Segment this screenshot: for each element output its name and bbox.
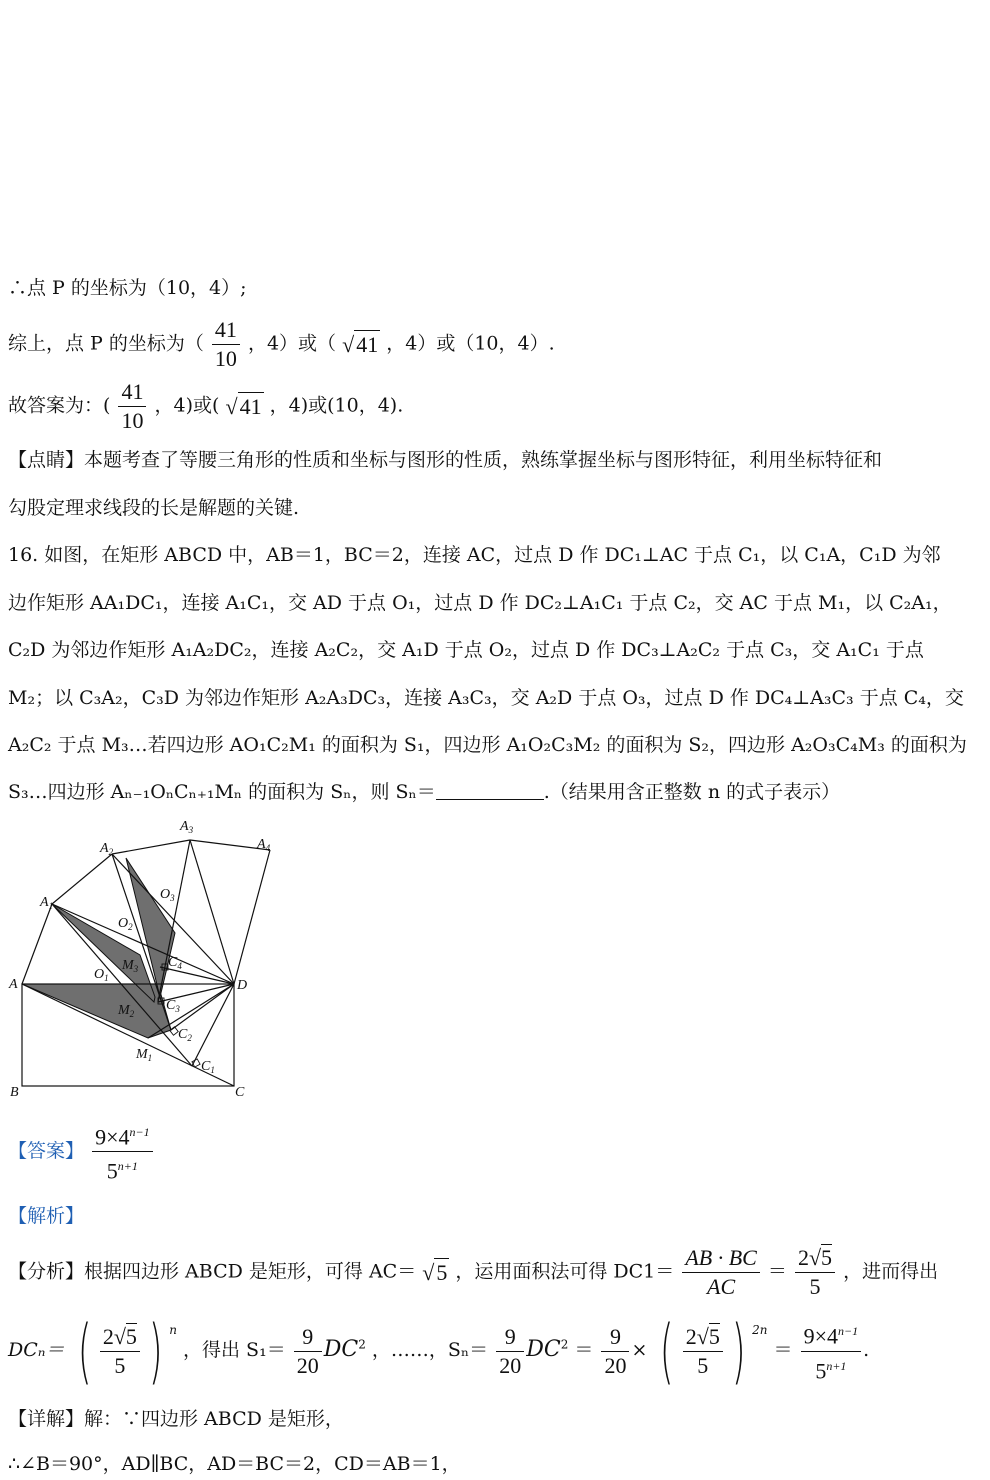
question16-line3: C₂D 为邻边作矩形 A₁A₂DC₂，连接 A₂C₂，交 A₁D 于点 O₂，过点 D 作 DC₃⊥A₂C₂ 于点 C₃，交 A₁C₁ 于点 [8, 639, 924, 661]
answer-blank [436, 781, 544, 800]
label-C3: $C_3$ [166, 998, 180, 1014]
analysis-line1 [8, 1244, 938, 1301]
fraction-denominator [801, 1352, 862, 1385]
label-B: B [10, 1085, 19, 1100]
left-paren: ( [660, 1310, 674, 1392]
analysis-text2: ，运用面积法可得 DC1＝ [455, 1260, 675, 1283]
fraction-numerator: 9 [601, 1323, 629, 1352]
times-sign: × [631, 1339, 648, 1361]
question16-line1: 16. 如图，在矩形 ABCD 中，AB＝1，BC＝2，连接 AC，过点 D 作 DC₁⊥AC 于点 C₁，以 C₁A，C₁D 为邻 [8, 544, 941, 566]
answer-fraction [92, 1118, 153, 1186]
left-paren: ( [77, 1310, 92, 1392]
fraction-numerator: 2√5 [683, 1323, 723, 1352]
analysis-line2 [8, 1310, 870, 1392]
fraction-numerator: 2√5 [795, 1244, 835, 1273]
summary-mid-text: ，4）或（ [247, 332, 337, 355]
answer-line-previous [8, 378, 403, 435]
question16-line6-text: S₃…四边形 Aₙ₋₁OₙCₙ₊₁Mₙ 的面积为 Sₙ，则 Sₙ＝ [8, 781, 436, 803]
period: . [863, 1339, 870, 1361]
num-coefficient: 2 [102, 1323, 114, 1349]
label-A4: $A_4$ [257, 837, 271, 853]
fraction-numerator: 9 [496, 1323, 524, 1352]
exponent-n: n [169, 1323, 177, 1337]
answer-prefix: 故答案为：( [8, 394, 111, 417]
fraction-numerator: AB · BC [682, 1244, 760, 1273]
fraction-9-20 [601, 1323, 629, 1380]
fraction-denominator: 5 [697, 1352, 709, 1378]
num-base: 9×4 [803, 1323, 839, 1349]
fraction-9-20 [294, 1323, 322, 1380]
sqrt-41: √41 [225, 394, 262, 419]
label-A1: $A_1$ [40, 895, 54, 911]
detail-label: 【详解】 [8, 1408, 85, 1430]
fraction-denominator: 20 [499, 1352, 522, 1378]
analysis-dots-text: ，……，Sₙ＝ [371, 1339, 489, 1361]
answer-denominator [92, 1152, 153, 1185]
num-radicand: 5 [125, 1323, 137, 1349]
analysis-s1-text: ，得出 S₁＝ [183, 1339, 286, 1361]
sqrt-5: √5 [422, 1260, 448, 1285]
fraction-41-10 [212, 316, 240, 373]
analysis-heading: 【解析】 [8, 1205, 85, 1227]
num-coefficient: 2 [685, 1323, 697, 1349]
fraction-denominator: 10 [121, 408, 144, 433]
fraction-denominator: 20 [604, 1352, 627, 1378]
answer-den-base: 5 [106, 1158, 118, 1184]
sqrt-radicand: 41 [239, 394, 262, 419]
equals-sign: ＝ [767, 1260, 787, 1283]
answer-label: 【答案】 [8, 1139, 85, 1162]
fraction-numerator: 9 [294, 1323, 322, 1352]
num-exponent: n−1 [838, 1324, 859, 1339]
sqrt-41: √41 [342, 332, 379, 357]
detail-line1 [8, 1407, 344, 1431]
fraction-ab-bc-over-ac [682, 1244, 760, 1301]
question16-line2: 边作矩形 AA₁DC₁，连接 A₁C₁，交 AD 于点 O₁，过点 D 作 DC₂⊥A₁C₁ 于点 C₂，交 AC 于点 M₁，以 C₂A₁， [8, 592, 952, 614]
den-base: 5 [815, 1357, 827, 1383]
equals-sign: ＝ [773, 1339, 793, 1361]
label-C1: $C_1$ [201, 1059, 215, 1075]
label-C4: $C_4$ [168, 955, 182, 971]
answer-line [8, 1118, 155, 1186]
question16-line6-end: .（结果用含正整数 n 的式子表示） [543, 781, 841, 803]
solution-summary-line [8, 316, 555, 373]
num-radicand: 5 [821, 1245, 833, 1270]
fraction-2sqrt5-over-5 [100, 1323, 140, 1380]
fraction-denominator: 5 [114, 1352, 126, 1378]
detail-line2: ∴∠B＝90°，AD∥BC，AD＝BC＝2，CD＝AB＝1， [8, 1453, 461, 1475]
comment-line-1: 【点睛】本题考查了等腰三角形的性质和坐标与图形的性质，熟练掌握坐标与图形特征，利用坐标特征和 [8, 449, 883, 471]
dc1-term: DC [323, 1337, 359, 1362]
question16-line4: M₂；以 C₃A₂，C₃D 为邻边作矩形 A₂A₃DC₃，连接 A₃C₃，交 A₂D 于点 O₃，过点 D 作 DC₄⊥A₃C₃ 于点 C₄，交 [8, 687, 964, 709]
answer-end-text: ，4)或(10，4). [269, 394, 404, 417]
summary-prefix: 综上，点 P 的坐标为（ [8, 332, 204, 355]
analysis-text1: 根据四边形 ABCD 是矩形，可得 AC＝ [84, 1260, 417, 1283]
label-A3: $A_3$ [180, 819, 194, 835]
den-exponent: n+1 [826, 1358, 847, 1373]
label-A2: $A_2$ [100, 841, 114, 857]
right-paren: ) [148, 1310, 163, 1392]
num-radicand: 5 [708, 1323, 720, 1349]
label-C2: $C_2$ [178, 1027, 192, 1043]
answer-numerator [92, 1118, 153, 1152]
comment-line-2: 勾股定理求线段的长是解题的关键. [8, 497, 300, 519]
answer-fraction-repeat [801, 1317, 862, 1385]
fraction-denominator: 20 [296, 1352, 319, 1378]
geometry-figure [8, 812, 278, 1102]
fraction-9-20 [496, 1323, 524, 1380]
dcn-superscript: 2 [560, 1337, 569, 1352]
answer-num-base: 9×4 [95, 1124, 130, 1150]
label-A: A [9, 977, 18, 992]
analysis-text3: ，进而得出 [843, 1260, 939, 1283]
dcn-expression: DCₙ＝ [8, 1339, 65, 1361]
label-O2: $O_2$ [118, 916, 133, 932]
fraction-numerator: 41 [212, 316, 240, 345]
fraction-2sqrt5-over-5 [683, 1323, 723, 1380]
label-O1: $O_1$ [94, 967, 109, 983]
question16-line5: A₂C₂ 于点 M₃…若四边形 AO₁C₂M₁ 的面积为 S₁，四边形 A₁O₂C₃M₂ 的面积为 S₂，四边形 A₂O₃C₄M₃ 的面积为 [8, 734, 967, 756]
answer-mid-text: ，4)或( [154, 394, 220, 417]
fraction-41-10 [118, 378, 146, 435]
label-M2: $M_2$ [118, 1003, 135, 1019]
label-O3: $O_3$ [160, 887, 175, 903]
label-C: C [235, 1085, 245, 1100]
answer-den-exponent: n+1 [117, 1159, 138, 1174]
sqrt-radicand: 41 [356, 332, 379, 357]
right-paren: ) [731, 1310, 746, 1392]
dcn-term: DC [526, 1337, 561, 1362]
summary-end-text: ，4）或（10，4）. [386, 332, 555, 355]
exponent-2n: 2n [752, 1323, 768, 1337]
answer-num-exponent: n−1 [129, 1125, 150, 1139]
num-coefficient: 2 [797, 1245, 809, 1270]
label-M1: $M_1$ [136, 1047, 153, 1063]
fraction-numerator [801, 1317, 862, 1351]
fraction-2sqrt5-over-5 [795, 1244, 835, 1301]
question16-line6 [8, 780, 840, 804]
fraction-denominator: AC [707, 1274, 736, 1299]
dc1-superscript: 2 [358, 1337, 366, 1352]
detail-text1: 解：∵四边形 ABCD 是矩形， [84, 1408, 344, 1430]
fraction-denominator: 10 [214, 346, 237, 371]
equals-sign: ＝ [574, 1339, 594, 1361]
fraction-numerator: 41 [118, 378, 146, 407]
fraction-numerator: 2√5 [100, 1323, 140, 1352]
label-M3: $M_3$ [122, 958, 139, 974]
analysis-label: 【分析】 [8, 1260, 85, 1283]
fraction-denominator: 5 [809, 1274, 821, 1299]
sqrt-radicand: 5 [436, 1260, 448, 1285]
label-D: D [237, 978, 248, 993]
solution-line-point-p: ∴点 P 的坐标为（10，4）; [8, 277, 247, 299]
